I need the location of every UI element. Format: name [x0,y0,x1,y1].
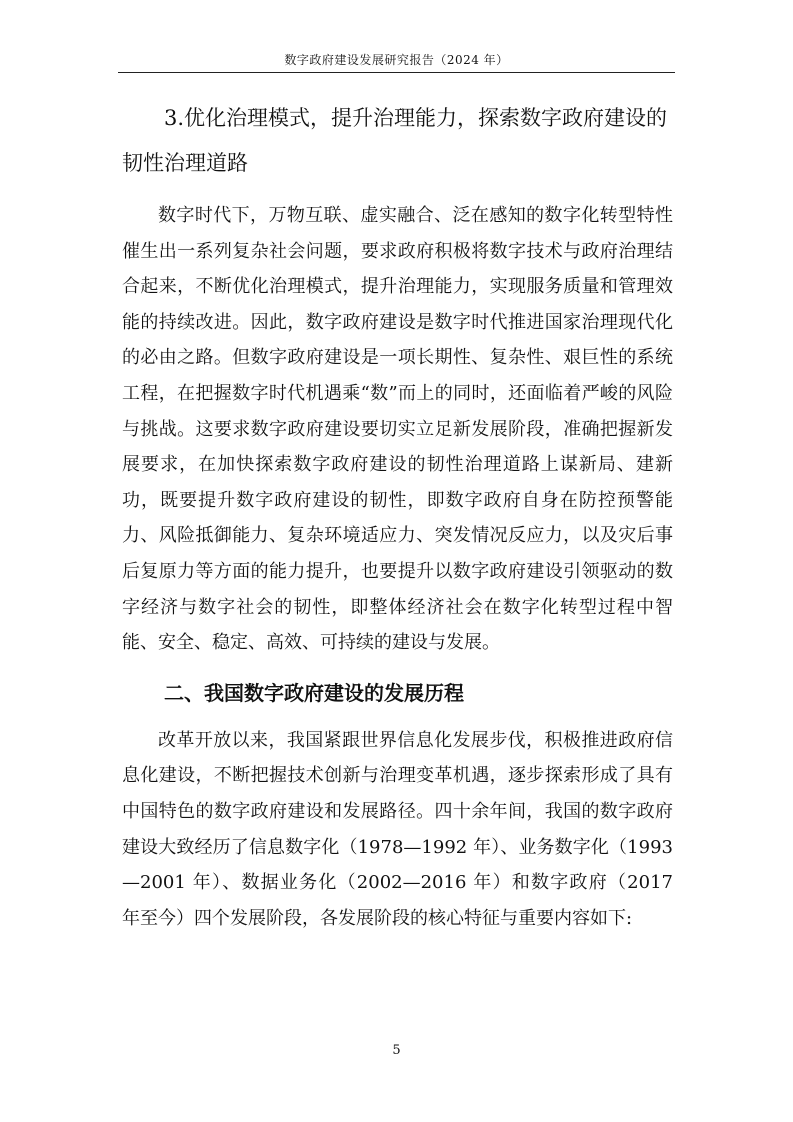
running-header: 数字政府建设发展研究报告（2024 年） [284,53,509,67]
header-rule [118,72,675,73]
page-body [122,96,673,936]
subsection-heading: 3.优化治理模式，提升治理能力，探索数字政府建设的韧性治理道路 [122,106,668,175]
page-number: 5 [392,1043,401,1058]
body-paragraph-1: 数字时代下，万物互联、虚实融合、泛在感知的数字化转型特性催生出一系列复杂社会问题，要求政府积极将数字技术与政府治理结合起来，不断优化治理模式，提升治理能力，实现服务质量和管理效能的持续改进。因此，数字政府建设是数字时代推进国家治理现代化的必由之路。但数字政府建设是一项长期性、复杂性、艰巨性的系统工程，在把握数字时代机遇乘“数”而上的同时，还面临着严峻的风险与挑战。这要求数字政府建设要切实立足新发展阶段，准确把握新发展要求，在加快探索数字政府建设的韧性治理道路上谋新局、建新功，既要提升数字政府建设的韧性，即数字政府自身在防控预警能力、风险抵御能力、复杂环境适应力、突发情况反应力，以及灾后事后复原力等方面的能力提升，也要提升以数字政府建设引领驱动的数字经济与数字社会的韧性，即整体经济社会在数字化转型过程中智能、安全、稳定、高效、可持续的建设与发展。 [122,205,673,654]
body-paragraph-2: 改革开放以来，我国紧跟世界信息化发展步伐，积极推进政府信息化建设，不断把握技术创新与治理变革机遇，逐步探索形成了具有中国特色的数字政府建设和发展路径。四十余年间，我国的数字政府建设大致经历了信息数字化（1978—1992 年）、业务数字化（1993—2001 年）、数据业务化（2002—2016 年）和数字政府（2017 年至今）四个发展阶段，各发展阶段的核心特征与重要内容如下: [122,729,673,929]
section-heading: 二、我国数字政府建设的发展历程 [164,680,464,705]
